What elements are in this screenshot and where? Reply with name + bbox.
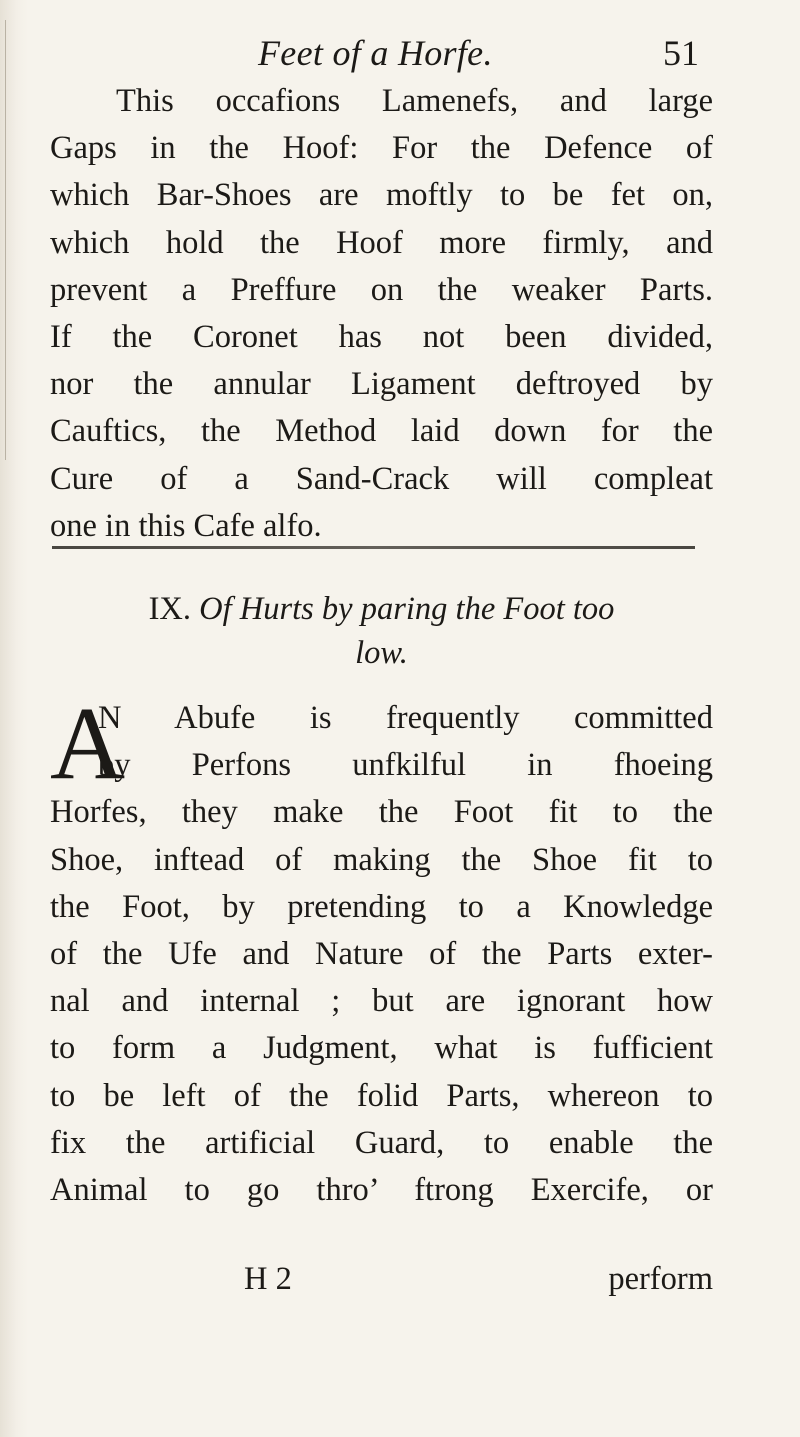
paragraph-continued — [50, 78, 713, 550]
text-line: of the Ufe and Nature of the Parts exter- — [50, 936, 713, 973]
section-divider-rule — [52, 546, 695, 549]
text-line: Shoe, inftead of making the Shoe fit to — [50, 841, 713, 878]
text-line: fix the artificial Guard, to enable the — [50, 1124, 713, 1161]
text-line: N Abufe is frequently committed — [98, 700, 713, 736]
section-number: IX. — [148, 591, 192, 627]
section-title-continued: low. — [355, 635, 408, 671]
text-line: which Bar-Shoes are moftly to be fet on, — [50, 177, 713, 214]
section-heading — [50, 587, 713, 675]
section-title: Of Hurts by paring the Foot too — [199, 591, 615, 627]
text-line: This occafions Lamenefs, and large — [116, 83, 713, 119]
text-line: prevent a Preffure on the weaker Parts. — [50, 271, 713, 308]
text-line: which hold the Hoof more firmly, and — [50, 224, 713, 261]
text-line: Horfes, they make the Foot fit to the — [50, 794, 713, 831]
text-line: If the Coronet has not been divided, — [50, 319, 713, 356]
page-gutter — [0, 0, 28, 1437]
paragraph-section-body — [50, 686, 713, 1214]
text-line: to form a Judgment, what is fufficient — [50, 1030, 713, 1067]
text-line: to be left of the folid Parts, whereon to — [50, 1077, 713, 1114]
text-line: the Foot, by pretending to a Knowledge — [50, 888, 713, 925]
signature-mark: H 2 — [244, 1261, 292, 1297]
text-line: one in this Cafe alfo. — [50, 507, 322, 544]
text-line: by Perfons unfkilful in fhoeing — [98, 747, 713, 784]
page-footer — [50, 1261, 713, 1309]
text-line: nor the annular Ligament deftroyed by — [50, 366, 713, 403]
drop-cap: A — [50, 686, 126, 801]
page-number: 51 — [663, 33, 699, 73]
text-line: nal and internal ; but are ignorant how — [50, 983, 713, 1020]
catchword: perform — [608, 1261, 713, 1297]
gutter-line — [5, 20, 6, 460]
text-line: Gaps in the Hoof: For the Defence of — [50, 130, 713, 167]
text-line: Cure of a Sand-Crack will compleat — [50, 460, 713, 497]
running-head: Feet of a Horfe. — [258, 33, 493, 73]
text-line: Cauftics, the Method laid down for the — [50, 413, 713, 450]
text-line: Animal to go thro’ ftrong Exercife, or — [50, 1172, 713, 1209]
page-header — [0, 30, 800, 80]
